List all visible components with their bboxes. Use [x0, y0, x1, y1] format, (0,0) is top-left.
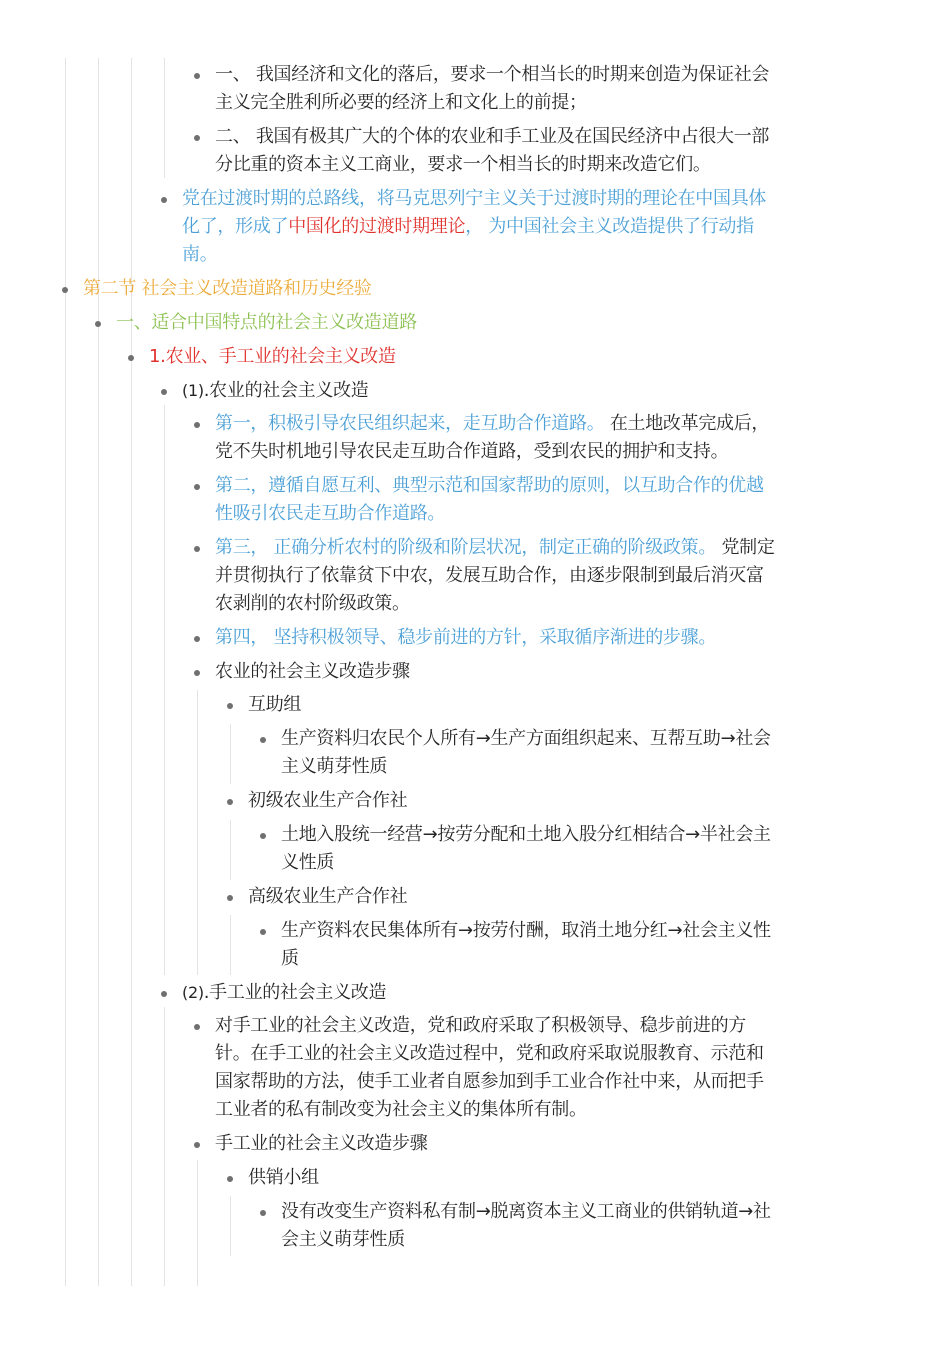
agri-step-2-desc-1: 土地入股统一经营→按劳分配和土地入股分红相结合→半社会主 [281, 824, 771, 845]
agri-step-3-desc-1: 生产资料农民集体所有→按劳付酬，取消土地分红→社会主义性 [281, 920, 771, 941]
bullet [227, 895, 233, 901]
principle-3-highlight: 第三， 正确分析农村的阶级和阶层状况，制定正确的阶级政策。 [215, 537, 717, 558]
craft-policy-line-1: 对手工业的社会主义改造，党和政府采取了积极领导、稳步前进的方 [215, 1015, 746, 1036]
craft-title: .手工业的社会主义改造 [203, 982, 387, 1003]
reason-1-line-1: 一、 我国经济和文化的落后，要求一个相当长的时期来创造为保证社会 [215, 64, 770, 85]
guide-line-level-5-craft-steps [197, 1160, 198, 1286]
craft-prefix: (2) [182, 983, 204, 1002]
principle-3-rest: 党制定 [716, 537, 775, 558]
agri-step-3-desc-2: 质 [281, 948, 299, 969]
guide-line-level-6-d [230, 1196, 231, 1256]
agri-step-1-desc-2: 主义萌芽性质 [281, 756, 388, 777]
craft-policy-line-2: 针。在手工业的社会主义改造过程中，党和政府采取说服教育、示范和 [215, 1043, 764, 1064]
bullet [161, 389, 167, 395]
agri-step-3-name: 高级农业生产合作社 [248, 886, 408, 907]
summary-line-2 [182, 213, 766, 241]
guide-line-level-4-craft [164, 1007, 165, 1286]
summary-line-2-b: ， 为中国社会主义改造提供了行动指 [465, 216, 754, 237]
principle-1-line-2: 党不失时机地引导农民走互助合作道路，受到农民的拥护和支持。 [215, 441, 729, 462]
summary-line-3: 南。 [182, 244, 218, 265]
agri-title: .农业的社会主义改造 [203, 380, 369, 401]
bullet [260, 929, 266, 935]
bullet [62, 287, 68, 293]
guide-line-level-6-b [230, 820, 231, 880]
bullet [194, 1024, 200, 1030]
bullet [194, 636, 200, 642]
agri-steps-title: 农业的社会主义改造步骤 [215, 661, 410, 682]
summary-line-1: 党在过渡时期的总路线，将马克思列宁主义关于过渡时期的理论在中国具体 [182, 188, 767, 209]
craft-policy-line-4: 工业者的私有制改变为社会主义的集体所有制。 [215, 1099, 587, 1120]
bullet [194, 422, 200, 428]
principle-1-highlight: 第一，积极引导农民组织起来，走互助合作道路。 [215, 413, 605, 434]
reason-1-line-2: 主义完全胜利所必要的经济上和文化上的前提； [215, 92, 587, 113]
bullet [95, 321, 101, 327]
craft-step-1-name: 供销小组 [248, 1167, 319, 1188]
bullet [161, 197, 167, 203]
bullet [260, 1210, 266, 1216]
summary-line-2-a: 化了，形成了 [182, 216, 289, 237]
bullet [161, 991, 167, 997]
section-title: 第二节 社会主义改造道路和历史经验 [83, 278, 372, 299]
bullet [260, 737, 266, 743]
craft-policy-line-3: 国家帮助的方法，使手工业者自愿参加到手工业合作社中来，从而把手 [215, 1071, 764, 1092]
bullet [194, 484, 200, 490]
bullet [194, 73, 200, 79]
agri-prefix: (1) [182, 381, 204, 400]
guide-line-level-1 [65, 58, 66, 1286]
principle-1-rest: 在土地改革完成后， [604, 413, 770, 434]
principle-2-line-2: 性吸引农民走互助合作道路。 [215, 503, 446, 524]
guide-line-level-4-agri [164, 405, 165, 975]
bullet [227, 799, 233, 805]
bullet [194, 546, 200, 552]
agri-step-1-desc-1: 生产资料归农民个人所有→生产方面组织起来、互帮互助→社会 [281, 728, 771, 749]
craft-steps-title: 手工业的社会主义改造步骤 [215, 1133, 428, 1154]
bullet [194, 135, 200, 141]
point-title: 1.农业、手工业的社会主义改造 [149, 346, 396, 367]
craft-step-1-desc-2: 会主义萌芽性质 [281, 1229, 405, 1250]
summary-highlight: 中国化的过渡时期理论 [288, 216, 466, 237]
principle-3-line-2: 并贯彻执行了依靠贫下中农，发展互助合作，由逐步限制到最后消灭富 [215, 565, 764, 586]
agri-step-2-name: 初级农业生产合作社 [248, 790, 408, 811]
guide-line-level-6-a [230, 724, 231, 784]
guide-line-level-3 [131, 58, 132, 1286]
bullet [227, 703, 233, 709]
subsection-title: 一、适合中国特点的社会主义改造道路 [116, 312, 417, 333]
reason-2-line-1: 二、 我国有极其广大的个体的农业和手工业及在国民经济中占很大一部 [215, 126, 770, 147]
bullet [128, 355, 134, 361]
principle-3-line-3: 农剥削的农村阶级政策。 [215, 593, 410, 614]
agri-step-2-desc-2: 义性质 [281, 852, 335, 873]
bullet [194, 1142, 200, 1148]
guide-line-level-2 [98, 58, 99, 1286]
bullet [194, 670, 200, 676]
principle-4-text: 第四， 坚持积极领导、稳步前进的方针，采取循序渐进的步骤。 [215, 627, 717, 648]
agri-step-1-name: 互助组 [248, 694, 302, 715]
guide-line-level-6-c [230, 915, 231, 975]
craft-step-1-desc-1: 没有改变生产资料私有制→脱离资本主义工商业的供销轨道→社 [281, 1201, 771, 1222]
bullet [260, 833, 266, 839]
principle-2-line-1: 第二，遵循自愿互利、典型示范和国家帮助的原则，以互助合作的优越 [215, 475, 764, 496]
guide-line-level-4-top [164, 58, 165, 178]
bullet [227, 1176, 233, 1182]
reason-2-line-2: 分比重的资本主义工商业，要求一个相当长的时期来改造它们。 [215, 154, 711, 175]
guide-line-level-5-agri-steps [197, 690, 198, 975]
